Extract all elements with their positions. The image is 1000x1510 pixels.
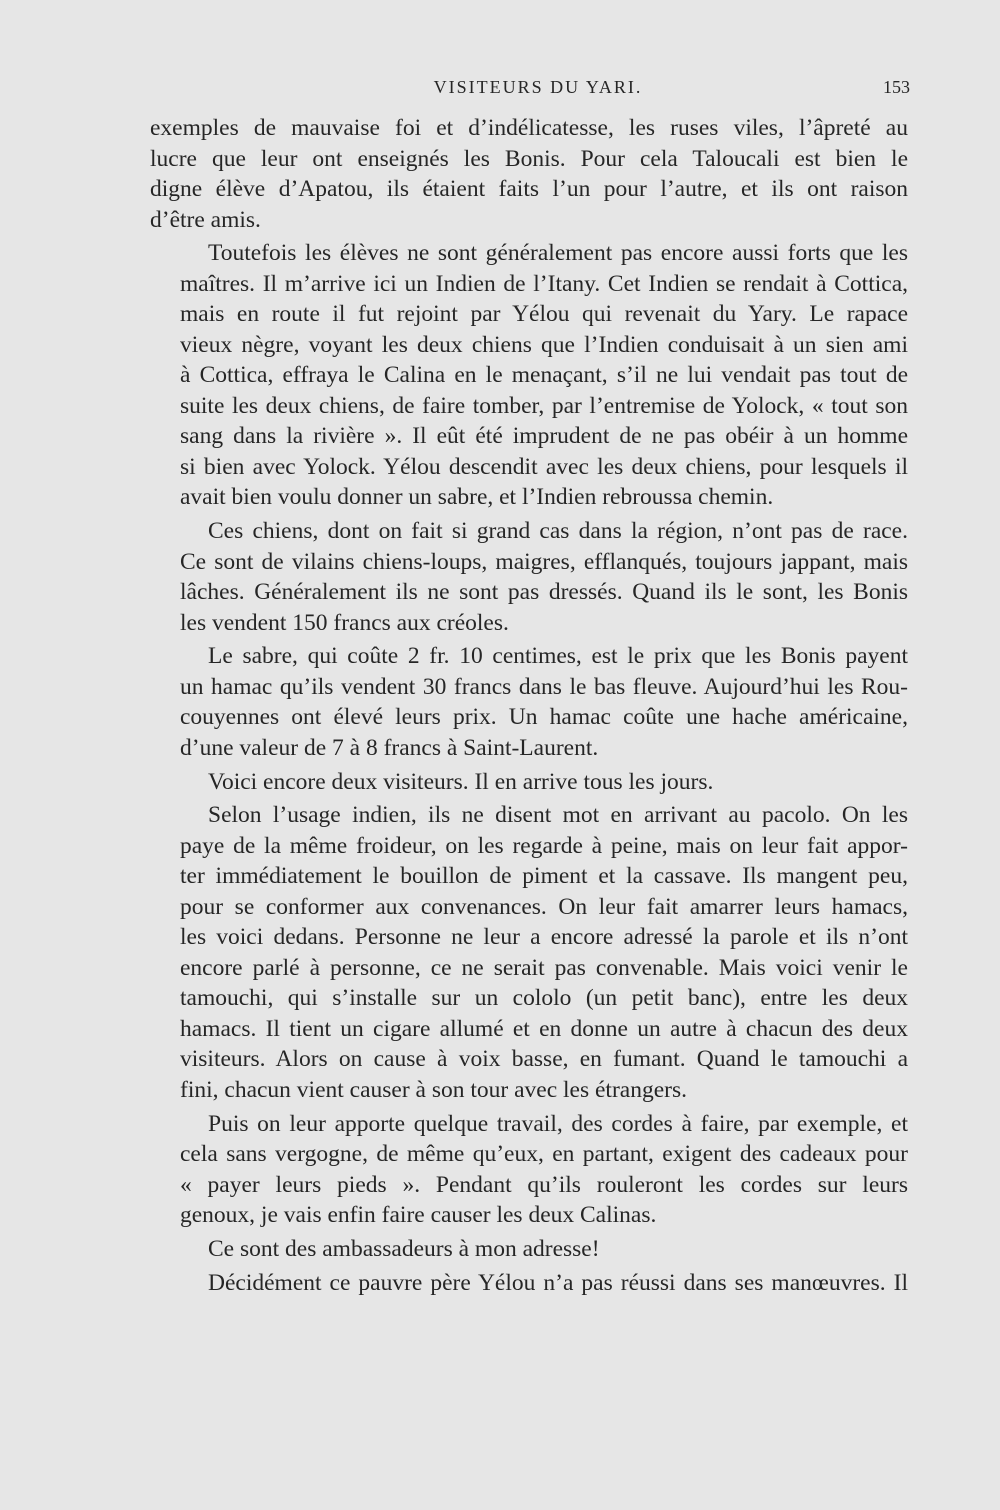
text-line: encore parlé à personne, ce ne serait pas convenable. Mais voici venir le — [180, 954, 908, 981]
text-line: ter immédiatement le bouillon de piment et la cassave. Ils mangent peu, — [180, 863, 908, 890]
text-line: vieux nègre, voyant les deux chiens que l’Indien conduisait à un sien ami — [180, 331, 908, 358]
text-line: à Cottica, effraya le Calina en le menaçant, s’il ne lui vendait pas tout de — [180, 362, 908, 389]
paragraph — [150, 1268, 908, 1299]
paragraph — [150, 767, 908, 798]
text-line: visiteurs. Alors on cause à voix basse, en fumant. Quand le tamouchi a — [180, 1046, 908, 1073]
text-line: sang dans la rivière ». Il eût été imprudent de ne pas obéir à un homme — [180, 423, 908, 450]
text-line: hamacs. Il tient un cigare allumé et en donne un autre à chacun des deux — [180, 1015, 908, 1042]
paragraph — [150, 641, 908, 763]
text-line: avait bien voulu donner un sabre, et l’Indien rebroussa chemin. — [180, 484, 774, 511]
paragraph — [150, 113, 908, 235]
text-line: Ce sont de vilains chiens-loups, maigres, efflanqués, toujours jappant, mais — [180, 548, 908, 575]
text-line: Voici encore deux visiteurs. Il en arrive tous les jours. — [208, 768, 714, 795]
page-number: 153 — [883, 77, 910, 97]
text-line: lâches. Généralement ils ne sont pas dressés. Quand ils le sont, les Bonis — [180, 579, 908, 606]
text-line: « payer leurs pieds ». Pendant qu’ils rouleront les cordes sur leurs — [180, 1171, 908, 1198]
text-line: les voici dedans. Personne ne leur a encore adressé la parole et ils n’ont — [180, 924, 908, 951]
text-line: Toutefois les élèves ne sont généralement pas encore aussi forts que les — [208, 240, 908, 267]
text-line: lucre que leur ont enseignés les Bonis. Pour cela Taloucali est bien le — [150, 145, 908, 172]
text-line: Ce sont des ambassadeurs à mon adresse! — [208, 1236, 600, 1263]
text-line: tamouchi, qui s’installe sur un cololo (un petit banc), entre les deux — [180, 985, 908, 1012]
paragraph — [150, 1109, 908, 1231]
text-line: Selon l’usage indien, ils ne disent mot en arrivant au pacolo. On les — [208, 802, 908, 829]
text-line: d’une valeur de 7 à 8 francs à Saint-Laurent. — [180, 734, 599, 761]
text-line: suite les deux chiens, de faire tomber, par l’entremise de Yolock, « tout son — [180, 392, 908, 419]
running-title: VISITEURS DU YARI. — [433, 77, 643, 97]
text-line: paye de la même froideur, on les regarde à peine, mais on leur fait appor- — [180, 832, 908, 859]
text-line: couyennes ont élevé leurs prix. Un hamac coûte une hache américaine, — [180, 704, 908, 731]
text-line: genoux, je vais enfin faire causer les deux Calinas. — [180, 1202, 657, 1229]
text-line: Le sabre, qui coûte 2 fr. 10 centimes, est le prix que les Bonis payent — [208, 643, 908, 670]
text-line: si bien avec Yolock. Yélou descendit avec les deux chiens, pour lesquels il — [180, 453, 908, 480]
text-line: maîtres. Il m’arrive ici un Indien de l’Itany. Cet Indien se rendait à Cottica, — [180, 270, 908, 297]
text-line: Décidément ce pauvre père Yélou n’a pas réussi dans ses manœuvres. Il — [208, 1269, 908, 1296]
text-line: d’être amis. — [150, 206, 261, 233]
text-line: Ces chiens, dont on fait si grand cas dans la région, n’ont pas de race. — [208, 518, 908, 545]
text-line: les vendent 150 francs aux créoles. — [180, 609, 509, 636]
text-line: digne élève d’Apatou, ils étaient faits l’un pour l’autre, et ils ont raison — [150, 176, 908, 202]
text-line: fini, chacun vient causer à son tour avec les étrangers. — [180, 1076, 687, 1103]
text-line: pour se conformer aux convenances. On leur fait amarrer leurs hamacs, — [180, 893, 908, 920]
running-head — [148, 74, 908, 100]
paragraph — [150, 516, 908, 638]
text-line: exemples de mauvaise foi et d’indélicatesse, les ruses viles, l’âpreté au — [150, 115, 908, 141]
text-line: Puis on leur apporte quelque travail, des cordes à faire, par exemple, et — [208, 1110, 908, 1137]
body-text — [150, 113, 908, 1298]
paragraph — [150, 238, 908, 513]
text-line: mais en route il fut rejoint par Yélou qui revenait du Yary. Le rapace — [180, 301, 908, 328]
text-line: un hamac qu’ils vendent 30 francs dans le bas fleuve. Aujourd’hui les Rou- — [180, 673, 908, 700]
text-line: cela sans vergogne, de même qu’eux, en partant, exigent des cadeaux pour — [180, 1141, 908, 1168]
paragraph — [150, 800, 908, 1105]
paragraph — [150, 1234, 908, 1265]
